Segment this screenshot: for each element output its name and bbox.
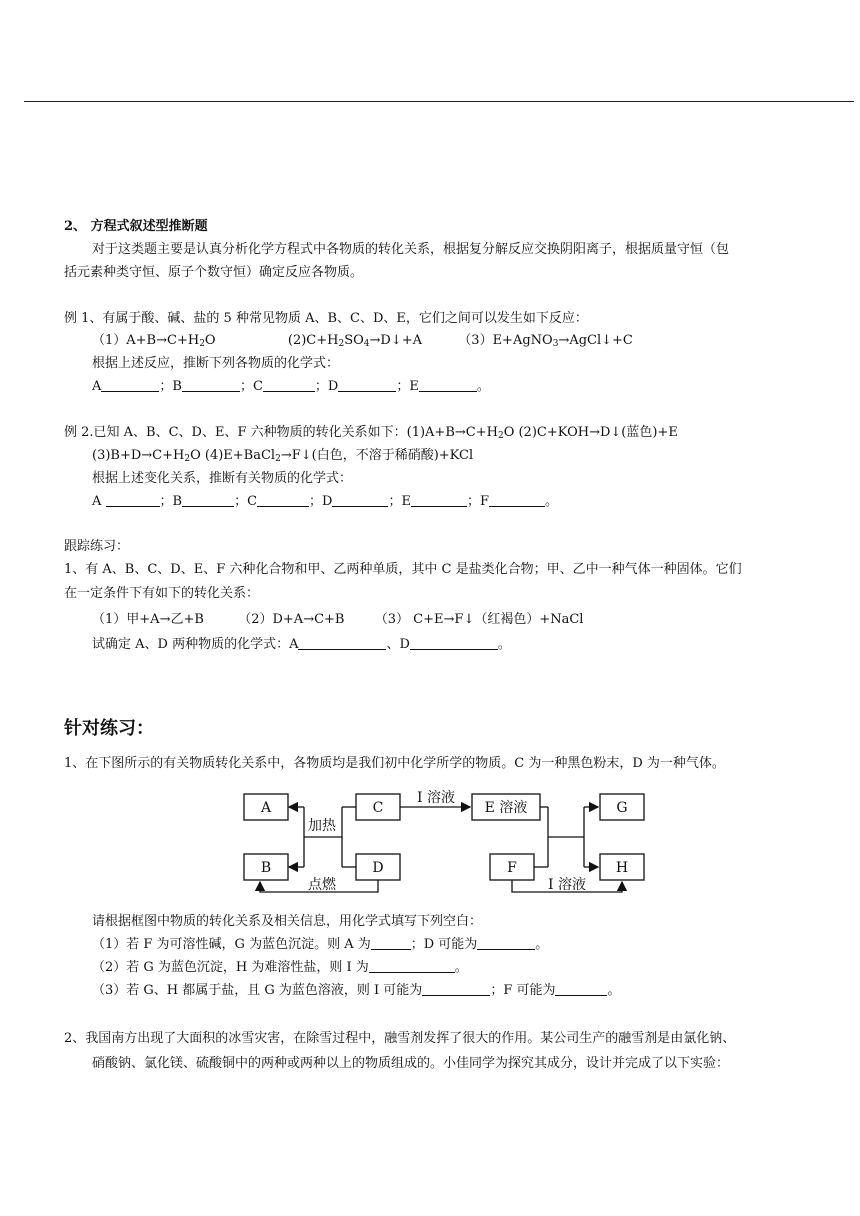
- section-desc-line1: 对于这类题主要是认真分析化学方程式中各物质的转化关系，根据复分解反应交换阴阳离子，根据质量守恒（包: [92, 242, 730, 257]
- answer-blank[interactable]: [257, 493, 309, 507]
- practice-q2-line2: 硝酸钠、氯化镁、硫酸铜中的两种或两种以上的物质组成的。小佳同学为探究其成分，设计并完成了以下实验：: [92, 1056, 730, 1071]
- answer-blank[interactable]: [106, 493, 160, 507]
- reaction-3: （3）E+AgNO$_3$→AgCl↓+C: [458, 333, 633, 349]
- practice-q1-ask: 请根据框图中物质的转化关系及相关信息，用化学式填写下列空白：: [92, 914, 483, 929]
- reaction-2: $(2)C+H_2SO_4\to D↓+A$: [287, 333, 423, 349]
- node-D: D: [372, 860, 384, 876]
- answer-blank[interactable]: [338, 378, 396, 392]
- answer-blank[interactable]: [182, 378, 240, 392]
- practice-q1-sub3: （3）若 G、H 都属于盐，且 G 为蓝色溶液，则 I 可能为 ；F 可能为 。: [92, 983, 621, 998]
- answer-blank[interactable]: [369, 959, 455, 973]
- right-arrow-icon: →: [443, 612, 455, 627]
- practice-q1-sub1: （1）若 F 为可溶性碱，G 为蓝色沉淀。则 A 为 ；D 可能为 。: [92, 937, 549, 952]
- answer-blank[interactable]: [263, 378, 315, 392]
- practice-q1: 1、在下图所示的有关物质转化关系中，各物质均是我们初中化学所学的物质。C 为一种黑色粉末，D 为一种气体。: [64, 756, 725, 771]
- practice-title: 针对练习：: [64, 718, 154, 739]
- practice-q2-line1: 2、我国南方出现了大面积的冰雪灾害，在除雪过程中，融雪剂发挥了很大的作用。某公司生产的融雪剂是由氯化钠、: [64, 1031, 736, 1046]
- answer-blank[interactable]: [477, 936, 535, 950]
- answer-blank[interactable]: [489, 493, 545, 507]
- practice-q1-sub2: （2）若 G 为蓝色沉淀，H 为难溶性盐，则 I 为 。: [92, 960, 468, 975]
- node-C: C: [372, 800, 384, 816]
- answer-blank[interactable]: [555, 982, 607, 996]
- tracking-q1-reactions: （1）甲+A→乙+B （2）D+A→C+B （3） C+E→F↓（红褐色）+NaCl: [92, 612, 584, 627]
- node-B: B: [260, 860, 272, 876]
- answer-blank[interactable]: [332, 493, 388, 507]
- section-title: 2、 方程式叙述型推断题: [64, 219, 208, 234]
- node-A: A: [260, 800, 272, 816]
- node-G: G: [616, 800, 628, 816]
- answer-blank[interactable]: [101, 378, 159, 392]
- right-arrow-icon: →: [159, 612, 171, 627]
- example1-reactions: [92, 332, 633, 353]
- example1-ask: 根据上述反应，推断下列各物质的化学式：: [92, 356, 340, 371]
- label-heat: 加热: [308, 818, 336, 834]
- tracking-q1-line2: 在一定条件下有如下的转化关系：: [64, 586, 260, 601]
- node-F: F: [507, 860, 517, 876]
- tracking-q1-line1: 1、有 A、B、C、D、E、F 六种化合物和甲、乙两种单质，其中 C 是盐类化合物；甲、乙中一种气体一种固体。它们: [64, 562, 742, 577]
- header-rule: [24, 101, 854, 102]
- answer-blank[interactable]: [298, 636, 386, 650]
- tracking-title: 跟踪练习：: [64, 539, 130, 554]
- answer-blank[interactable]: [419, 378, 477, 392]
- example2-answers: A ；B ；C ；D ；E ；F 。: [92, 494, 559, 509]
- right-arrow-icon: →: [303, 612, 315, 627]
- answer-blank[interactable]: [182, 493, 234, 507]
- tracking-q1-ask: 试确定 A、D 两种物质的化学式：A 、D 。: [92, 637, 511, 652]
- example1-answers: A ；B ；C ；D ；E 。: [92, 379, 490, 394]
- node-H: H: [615, 860, 629, 876]
- label-ignite: 点燃: [308, 877, 336, 893]
- answer-blank[interactable]: [422, 982, 490, 996]
- example1-intro: 例 1、有属于酸、碱、盐的 5 种常见物质 A、B、C、D、E，它们之间可以发生如下反应：: [64, 311, 588, 326]
- answer-blank[interactable]: [410, 636, 498, 650]
- section-desc-line2: 括元素种类守恒、原子个数守恒）确定反应各物质。: [64, 265, 364, 280]
- reaction-1: $(1)A+B\to C+H_2O$: [92, 333, 216, 349]
- example2-intro: 例 2.已知 A、B、C、D、E、F 六种物质的转化关系如下：$(1)A+B\to C+H_2O$ (2)C+KOH→D↓(蓝色)+E: [64, 425, 678, 441]
- answer-blank[interactable]: [371, 936, 411, 950]
- example2-reactions: $(3)B+D\to C+H_2O$ (4)E+BaCl$_2$→F↓(白色，不溶于稀硝酸)+KCl: [92, 448, 474, 464]
- label-i-top: I 溶液: [417, 790, 455, 806]
- conversion-diagram: [236, 782, 656, 898]
- label-i-bottom: I 溶液: [548, 877, 586, 893]
- node-E: E 溶液: [484, 800, 528, 816]
- example2-ask: 根据上述变化关系，推断有关物质的化学式：: [92, 471, 353, 486]
- answer-blank[interactable]: [411, 493, 467, 507]
